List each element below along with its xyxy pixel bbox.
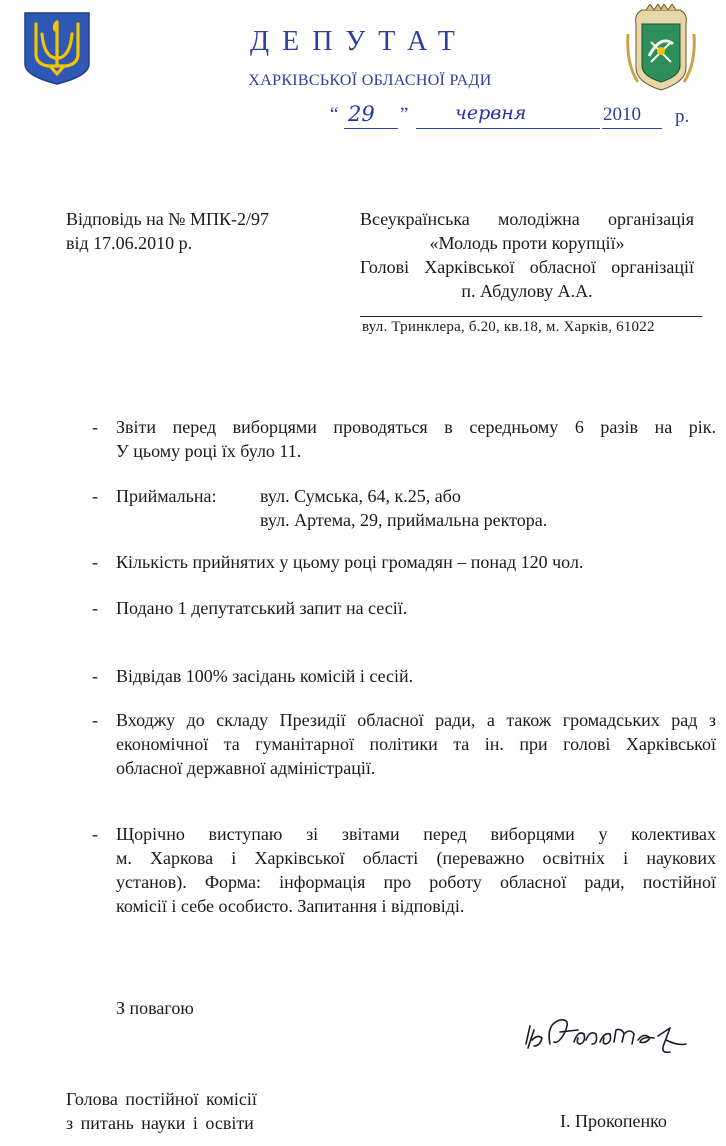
membership-line-2: економічної та гуманітарної політики та ін. при голові Харківської (116, 734, 716, 754)
list-dash: - (92, 417, 98, 437)
addressee-block (360, 207, 694, 303)
reference-block (66, 207, 269, 255)
date-day-underline (344, 128, 398, 129)
reports-line-1: Звіти перед виборцями проводяться в середньому 6 разів на рік. (116, 417, 716, 437)
citizens-text: Кількість прийнятих у цьому році громадян – понад 120 чол. (116, 552, 584, 572)
date-suffix: р. (675, 106, 690, 127)
reports-line-2: У цьому році їх було 11. (116, 441, 302, 461)
speeches-line-2: м. Харкова і Харківської області (переважно освітніх і наукових (116, 848, 716, 868)
speeches-line-4: комісії і себе особисто. Запитання і відповіді. (116, 896, 465, 916)
list-item-reception (92, 484, 724, 532)
list-item-inquiry (92, 596, 724, 620)
membership-line-1: Входжу до складу Президії обласної ради, а також громадських рад з (116, 710, 716, 730)
list-item-speeches (92, 822, 724, 918)
signer-name: І. Прокопенко (560, 1111, 667, 1131)
list-dash: - (92, 598, 98, 618)
letterhead-title: ДЕПУТАТ (250, 26, 468, 57)
signer-position (66, 1087, 257, 1135)
address-divider (360, 316, 702, 317)
list-dash: - (92, 552, 98, 572)
date-month-underline (416, 128, 600, 129)
reference-number: Відповідь на № МПК-2/97 (66, 209, 269, 229)
handwritten-signature-icon (520, 1000, 710, 1070)
closing-regards: З повагою (116, 998, 194, 1018)
signer-position-line-1: Голова постійної комісії (66, 1089, 257, 1109)
signer-position-line-2: з питань науки і освіти (66, 1113, 254, 1133)
reception-label: Приймальна: (116, 486, 217, 506)
date-close-quote: ” (400, 104, 409, 125)
addressee-organization-name: «Молодь проти корупції» (429, 233, 625, 253)
speeches-line-3: установ). Форма: інформація про роботу обласної ради, постійної (116, 872, 716, 892)
date-year-underline (602, 128, 662, 129)
date-month: червня (455, 102, 527, 124)
list-item-attendance (92, 664, 724, 688)
speeches-line-1: Щорічно виступаю зі звітами перед виборцями у колективах (116, 824, 716, 844)
membership-line-3: обласної державної адміністрації. (116, 758, 376, 778)
reception-address-1: вул. Сумська, 64, к.25, або (260, 486, 461, 506)
addressee-name: п. Абдулову А.А. (461, 281, 593, 301)
letterhead-subtitle: ХАРКІВСЬКОЇ ОБЛАСНОЇ РАДИ (248, 72, 492, 89)
list-item-membership (92, 708, 724, 780)
reception-address-2: вул. Артема, 29, приймальна ректора. (260, 510, 548, 530)
addressee-organization: Всеукраїнська молодіжна організація (360, 209, 694, 229)
document-date (330, 100, 710, 134)
date-open-quote: “ (330, 104, 339, 125)
list-item-reports (92, 415, 724, 463)
list-dash: - (92, 486, 98, 506)
list-dash: - (92, 824, 98, 844)
attendance-text: Відвідав 100% засідань комісій і сесій. (116, 666, 414, 686)
addressee-position: Голові Харківської обласної організації (360, 257, 694, 277)
date-day: 29 (348, 102, 375, 126)
list-item-citizens (92, 550, 724, 574)
coat-of-arms-trident-icon (22, 10, 92, 86)
date-year: 2010 (603, 104, 641, 125)
kharkiv-region-emblem-icon (624, 4, 698, 94)
list-dash: - (92, 666, 98, 686)
reference-date: від 17.06.2010 р. (66, 233, 193, 253)
addressee-street: вул. Тринклера, б.20, кв.18, м. Харків, 61022 (362, 319, 655, 335)
inquiry-text: Подано 1 депутатський запит на сесії. (116, 598, 408, 618)
list-dash: - (92, 710, 98, 730)
